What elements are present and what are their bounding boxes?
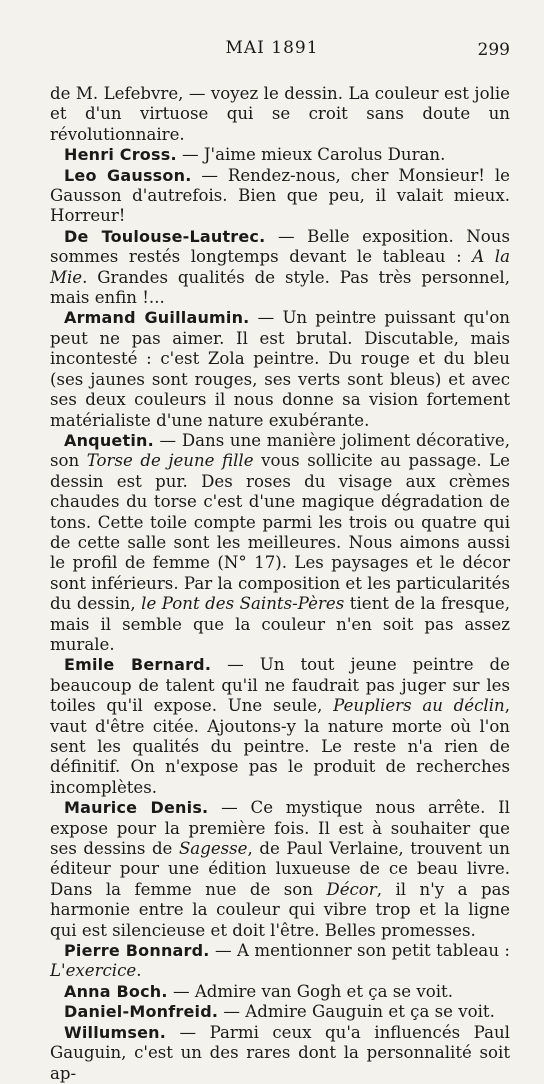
paragraph-text: , vaut d'être citée. Ajoutons-y la nature morte où l'on sent les qualités du peintre. Le reste n'a rien de définitif. On n'expose pas le produit de recherches incomplètes. [50, 696, 510, 797]
running-head [0, 38, 544, 64]
artist-name: Emile Bernard. [64, 655, 212, 675]
paragraph-text: . [136, 961, 142, 981]
paragraph-boch [50, 982, 510, 1002]
paragraph-lautrec [50, 227, 510, 309]
paragraph-denis [50, 798, 510, 941]
paragraph-willumsen [50, 1023, 510, 1084]
artist-name: Daniel-Monfreid. [64, 1002, 219, 1022]
artwork-title: le Pont des Saints-Pères [141, 594, 345, 614]
paragraph-cross [50, 145, 510, 165]
artwork-title: A la Mie [50, 247, 510, 287]
paragraph-text: — J'aime mieux Carolus Duran. [176, 145, 446, 165]
paragraph-text: de M. Lefebvre, — voyez le dessin. La couleur est jolie et d'un virtuose qui se croit sans doute un révolutionnaire. [50, 84, 510, 144]
paragraph-text: — Admire van Gogh et ça se voit. [167, 981, 453, 1001]
artist-name: Willumsen. [64, 1022, 167, 1042]
paragraph-text: — A mentionner son petit tableau : [209, 941, 510, 961]
artist-name: Maurice Denis. [64, 798, 209, 818]
paragraph-monfreid [50, 1002, 510, 1022]
paragraph-text: — Dans une manière joliment décorative, son [50, 430, 510, 471]
artist-name: Armand Guillaumin. [64, 308, 250, 328]
artwork-title: Peupliers au déclin [333, 696, 505, 716]
body-text [50, 84, 510, 1084]
paragraph-text: , il n'y a pas harmonie entre la couleur qui vibre trop et la ligne qui est silencieuse et doit l'être. Belles promesses. [50, 879, 510, 940]
paragraph-text: — Un peintre puissant qu'on peut ne pas aimer. Il est brutal. Discutable, mais incontesté : c'est Zola peintre. Du rouge et du bleu (ses jaunes sont rouges, ses verts sont bleus) et avec ses deux couleurs il nous donne sa vision fortement matérialiste d'une nature exubérante. [50, 308, 510, 430]
paragraph-text: tient de la fresque, mais il semble que la couleur n'en soit pas assez murale. [50, 594, 510, 654]
artwork-title: Torse de jeune fille [86, 451, 254, 471]
artwork-title: L'exercice [50, 961, 137, 981]
paragraph-anquetin [50, 431, 510, 655]
artwork-title: Décor [326, 879, 377, 899]
artist-name: Leo Gausson. [64, 165, 192, 185]
page-header-title: MAI 1891 [225, 38, 319, 58]
paragraph-bernard [50, 655, 510, 798]
artwork-title: Sagesse [178, 839, 248, 859]
paragraph-text: — Un tout jeune peintre de beaucoup de talent qu'il ne faudrait pas juger sur les toiles qu'il expose. Une seule, [50, 655, 510, 716]
artist-name: Pierre Bonnard. [64, 941, 210, 961]
page-number: 299 [477, 40, 510, 60]
paragraph-bonnard [50, 941, 510, 982]
paragraph-text: — Ce mystique nous arrête. Il expose pour la première fois. Il est à souhaiter que ses dessins de [50, 798, 510, 859]
artist-name: De Toulouse-Lautrec. [64, 226, 266, 246]
paragraph-text: — Rendez-nous, cher Monsieur! le Gausson d'autrefois. Bien que peu, il valait mieux. Horreur! [50, 165, 510, 226]
paragraph-gausson [50, 166, 510, 227]
artist-name: Anna Boch. [64, 981, 168, 1001]
artist-name: Anquetin. [64, 430, 154, 450]
paragraph-text: , de Paul Verlaine, trouvent un éditeur pour une édition luxueuse de ce beau livre. Dans la femme nue de son [50, 839, 510, 899]
paragraph-text: — Admire Gauguin et ça se voit. [218, 1002, 495, 1022]
paragraph-text: . Grandes qualités de style. Pas très personnel, mais enfin !... [50, 267, 510, 308]
paragraph-text: — Parmi ceux qu'a influencés Paul Gauguin, c'est un des rares dont la personnalité soit ap- [50, 1022, 510, 1083]
artist-name: Henri Cross. [64, 145, 177, 165]
paragraph-text: — Belle exposition. Nous sommes restés longtemps devant le tableau : [50, 226, 511, 267]
paragraph-guillaumin [50, 308, 510, 430]
paragraph-lefebvre [50, 84, 510, 145]
paragraph-text: vous sollicite au passage. Le dessin est pur. Des roses du visage aux crèmes chaudes du torse c'est d'une magique dégradation de tons. Cette toile compte parmi les trois ou quatre qui de cette salle sont les meilleures. Nous aimons aussi le profil de femme (N° 17). Les paysages et le décor sont inférieurs. Par la composition et les particularités du dessin, [50, 451, 510, 614]
